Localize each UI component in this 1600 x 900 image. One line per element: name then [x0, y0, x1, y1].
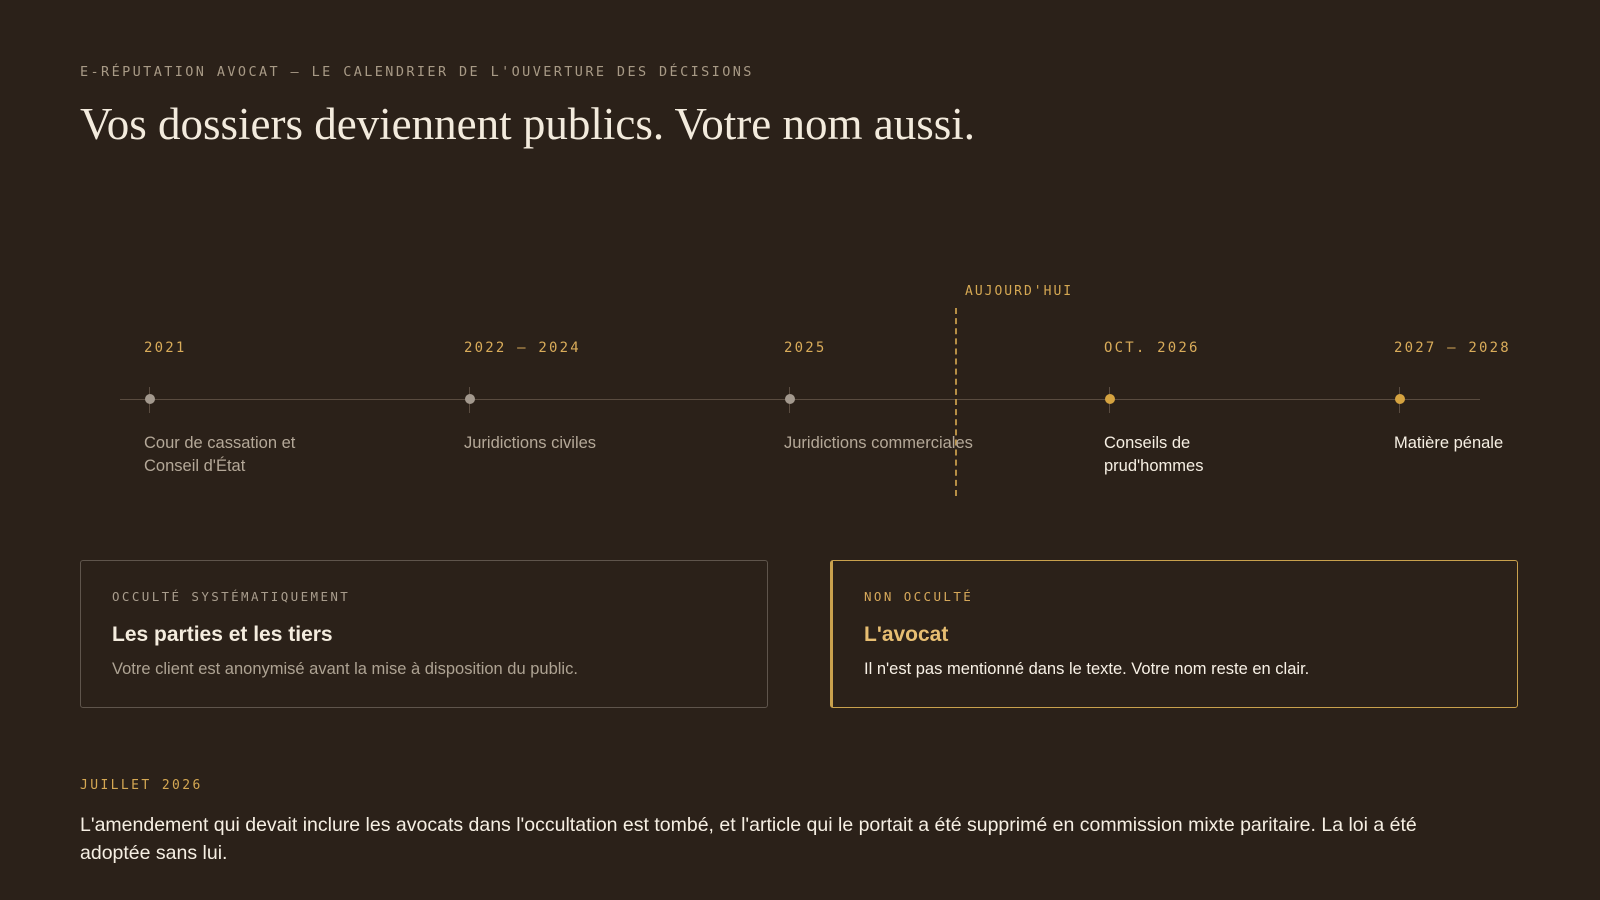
card-title: Les parties et les tiers [112, 623, 333, 646]
timeline-event-label: Matière pénale [1394, 434, 1504, 452]
timeline-dot [145, 394, 155, 404]
timeline-event-year: OCT. 2026 [1104, 340, 1200, 356]
card-parties-occultees [80, 560, 768, 708]
card-kicker: NON OCCULTÉ [864, 589, 974, 604]
today-marker-line [955, 308, 957, 496]
timeline-event-label: Cour de cassation et Conseil d'État [144, 434, 296, 475]
timeline-event-year: 2022 – 2024 [464, 340, 581, 356]
footer-text: L'amendement qui devait inclure les avocats dans l'occultation est tombé, et l'article qui le portait a été supprimé en commission mixte paritaire. La loi a été adoptée sans lui. [80, 814, 1417, 864]
timeline-dot [1395, 394, 1405, 404]
card-avocat-non-occulte [830, 560, 1518, 708]
card-kicker: OCCULTÉ SYSTÉMATIQUEMENT [112, 589, 351, 604]
timeline-dot [1105, 394, 1115, 404]
card-text: Il n'est pas mentionné dans le texte. Votre nom reste en clair. [864, 660, 1310, 678]
timeline-event-year: 2021 [144, 340, 187, 356]
footer-date: JUILLET 2026 [80, 778, 203, 793]
card-text: Votre client est anonymisé avant la mise à disposition du public. [112, 660, 578, 678]
timeline-dot [785, 394, 795, 404]
card-title: L'avocat [864, 623, 949, 646]
timeline-dot [465, 394, 475, 404]
timeline-event-year: 2027 – 2028 [1394, 340, 1511, 356]
page-eyebrow: E-RÉPUTATION AVOCAT — LE CALENDRIER DE L'OUVERTURE DES DÉCISIONS [80, 64, 754, 80]
timeline-event-year: 2025 [784, 340, 827, 356]
page-title: Vos dossiers deviennent publics. Votre nom aussi. [80, 99, 975, 149]
today-label: AUJOURD'HUI [965, 284, 1074, 299]
timeline-axis [120, 399, 1480, 400]
timeline-event-label: Conseils de prud'hommes [1104, 434, 1204, 475]
timeline-event-label: Juridictions commerciales [784, 434, 973, 452]
timeline-event-label: Juridictions civiles [464, 434, 597, 452]
